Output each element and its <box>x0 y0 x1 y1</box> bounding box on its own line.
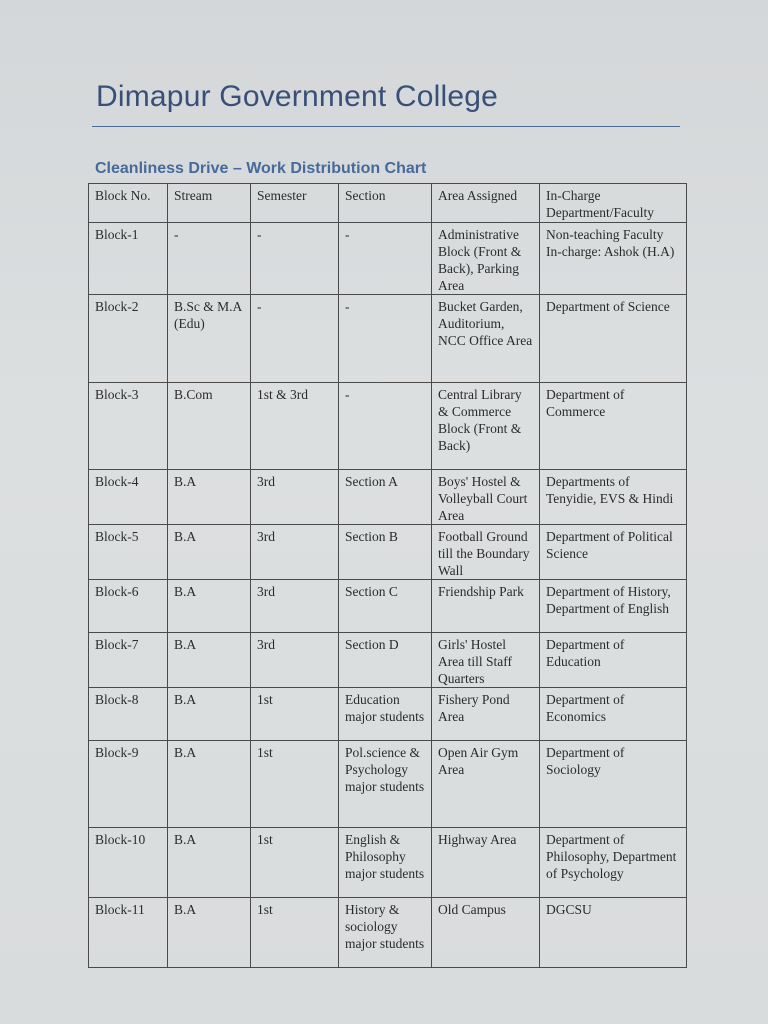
cell-semester: 1st <box>251 898 339 968</box>
cell-area-assigned: Friendship Park <box>432 580 540 633</box>
cell-stream: B.A <box>168 580 251 633</box>
cell-block-no: Block-10 <box>89 828 168 898</box>
cell-area-assigned: Old Campus <box>432 898 540 968</box>
cell-semester: - <box>251 223 339 295</box>
cell-block-no: Block-8 <box>89 688 168 741</box>
cell-area-assigned: Bucket Garden, Auditorium, NCC Office Area <box>432 295 540 383</box>
cell-in-charge: Department of History, Department of English <box>540 580 687 633</box>
cell-block-no: Block-3 <box>89 383 168 470</box>
cell-semester: - <box>251 295 339 383</box>
cell-area-assigned: Boys' Hostel & Volleyball Court Area <box>432 470 540 525</box>
cell-block-no: Block-4 <box>89 470 168 525</box>
cell-section: Section B <box>339 525 432 580</box>
cell-semester: 3rd <box>251 470 339 525</box>
cell-stream: - <box>168 223 251 295</box>
cell-in-charge: Departments of Tenyidie, EVS & Hindi <box>540 470 687 525</box>
column-header-stream: Stream <box>168 184 251 223</box>
cell-block-no: Block-7 <box>89 633 168 688</box>
cell-area-assigned: Fishery Pond Area <box>432 688 540 741</box>
cell-stream: B.Sc & M.A (Edu) <box>168 295 251 383</box>
table-row <box>89 470 687 525</box>
table-row <box>89 383 687 470</box>
cell-semester: 3rd <box>251 525 339 580</box>
cell-in-charge: DGCSU <box>540 898 687 968</box>
cell-stream: B.A <box>168 898 251 968</box>
table-row <box>89 525 687 580</box>
cell-section: Section C <box>339 580 432 633</box>
cell-section: - <box>339 383 432 470</box>
table-row <box>89 295 687 383</box>
table-header-row <box>89 184 687 223</box>
cell-block-no: Block-5 <box>89 525 168 580</box>
cell-section: Section A <box>339 470 432 525</box>
cell-stream: B.A <box>168 525 251 580</box>
work-distribution-table <box>88 183 687 968</box>
cell-section: History & sociology major students <box>339 898 432 968</box>
chart-subtitle: Cleanliness Drive – Work Distribution Chart <box>95 160 427 177</box>
cell-semester: 1st <box>251 741 339 828</box>
cell-section: English & Philosophy major students <box>339 828 432 898</box>
cell-stream: B.A <box>168 828 251 898</box>
cell-stream: B.A <box>168 688 251 741</box>
cell-semester: 3rd <box>251 633 339 688</box>
cell-in-charge: Department of Economics <box>540 688 687 741</box>
cell-area-assigned: Administrative Block (Front & Back), Parking Area <box>432 223 540 295</box>
cell-in-charge: Department of Political Science <box>540 525 687 580</box>
cell-block-no: Block-9 <box>89 741 168 828</box>
cell-stream: B.Com <box>168 383 251 470</box>
cell-semester: 3rd <box>251 580 339 633</box>
cell-semester: 1st & 3rd <box>251 383 339 470</box>
table-row <box>89 898 687 968</box>
cell-in-charge: Department of Education <box>540 633 687 688</box>
cell-stream: B.A <box>168 633 251 688</box>
cell-in-charge: Department of Science <box>540 295 687 383</box>
column-header-semester: Semester <box>251 184 339 223</box>
cell-area-assigned: Football Ground till the Boundary Wall <box>432 525 540 580</box>
cell-section: Pol.science & Psychology major students <box>339 741 432 828</box>
cell-semester: 1st <box>251 828 339 898</box>
cell-section: - <box>339 295 432 383</box>
cell-stream: B.A <box>168 741 251 828</box>
table-row <box>89 828 687 898</box>
cell-stream: B.A <box>168 470 251 525</box>
cell-semester: 1st <box>251 688 339 741</box>
title-underline <box>92 126 680 127</box>
cell-area-assigned: Central Library & Commerce Block (Front & Back) <box>432 383 540 470</box>
cell-block-no: Block-11 <box>89 898 168 968</box>
column-header-section: Section <box>339 184 432 223</box>
table-row <box>89 223 687 295</box>
column-header-in-charge: In-Charge Department/Faculty <box>540 184 687 223</box>
table-row <box>89 688 687 741</box>
page-title: Dimapur Government College <box>96 80 499 113</box>
cell-block-no: Block-6 <box>89 580 168 633</box>
cell-section: Section D <box>339 633 432 688</box>
cell-in-charge: Non-teaching Faculty In-charge: Ashok (H.A) <box>540 223 687 295</box>
cell-area-assigned: Open Air Gym Area <box>432 741 540 828</box>
cell-block-no: Block-1 <box>89 223 168 295</box>
column-header-area-assigned: Area Assigned <box>432 184 540 223</box>
cell-in-charge: Department of Philosophy, Department of Psychology <box>540 828 687 898</box>
cell-section: Education major students <box>339 688 432 741</box>
table-row <box>89 633 687 688</box>
table-row <box>89 741 687 828</box>
cell-area-assigned: Girls' Hostel Area till Staff Quarters <box>432 633 540 688</box>
cell-area-assigned: Highway Area <box>432 828 540 898</box>
cell-in-charge: Department of Sociology <box>540 741 687 828</box>
cell-in-charge: Department of Commerce <box>540 383 687 470</box>
cell-section: - <box>339 223 432 295</box>
table-row <box>89 580 687 633</box>
column-header-block-no: Block No. <box>89 184 168 223</box>
cell-block-no: Block-2 <box>89 295 168 383</box>
